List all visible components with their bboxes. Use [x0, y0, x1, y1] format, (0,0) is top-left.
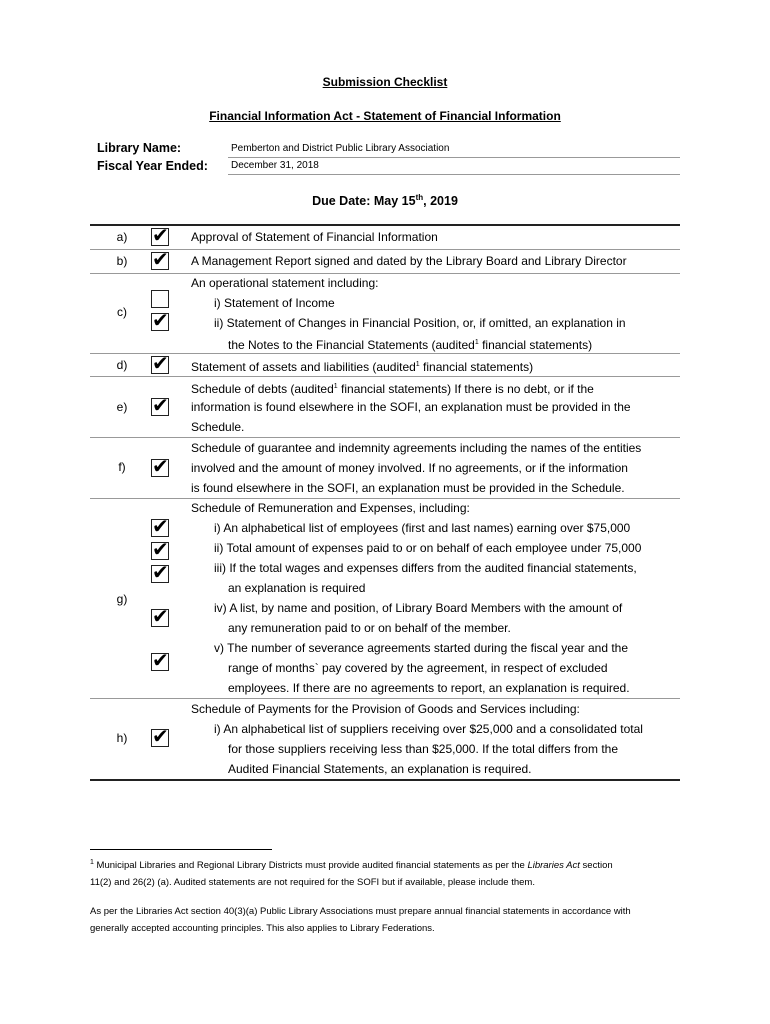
table-bottom-rule	[90, 779, 680, 781]
checkmark-icon: ✔	[152, 351, 169, 375]
checkbox-g-differs[interactable]	[151, 560, 169, 584]
checkbox-c-changes[interactable]	[151, 308, 169, 332]
row-text-part: the Notes to the Financial Statements (audited	[228, 338, 475, 352]
row-text: i) An alphabetical list of suppliers receiving over $25,000 and a consolidated total	[214, 722, 643, 736]
due-date-suffix: , 2019	[423, 194, 458, 209]
row-text: range of months` pay covered by the agreement, in respect of excluded	[228, 661, 608, 675]
page-subtitle: Financial Information Act - Statement of Financial Information	[209, 109, 561, 123]
row-letter: g)	[116, 592, 128, 606]
footnote-ref: 1	[415, 361, 420, 368]
page-title: Submission Checklist	[322, 75, 448, 89]
checkmark-icon: ✔	[152, 514, 169, 538]
checkbox-g-employees[interactable]	[151, 514, 169, 538]
checkbox-d[interactable]	[151, 351, 169, 375]
row-text: Schedule.	[191, 420, 245, 434]
row-text: A Management Report signed and dated by the Library Board and Library Director	[191, 254, 627, 268]
row-text: An operational statement including:	[191, 276, 379, 290]
checkbox-g-severance[interactable]	[151, 648, 169, 672]
row-text: Schedule of Payments for the Provision of Goods and Services including:	[191, 702, 580, 716]
row-divider	[90, 249, 680, 250]
checkmark-icon: ✔	[152, 724, 169, 748]
checkbox-a[interactable]	[151, 223, 169, 247]
row-text: for those suppliers receiving less than $25,000. If the total differs from the	[228, 742, 618, 756]
row-letter: d)	[116, 358, 128, 372]
row-text: an explanation is required	[228, 581, 366, 595]
row-text: employees. If there are no agreements to report, an explanation is required.	[228, 681, 630, 695]
checkbox-e[interactable]	[151, 393, 169, 417]
footnote-ref: 1	[333, 383, 338, 390]
checkmark-icon: ✔	[152, 247, 169, 271]
checkmark-icon: ✔	[152, 223, 169, 247]
row-text	[228, 333, 592, 355]
checkmark-icon: ✔	[152, 454, 169, 478]
footnote-text: section	[582, 860, 613, 872]
checkmark-icon: ✔	[152, 537, 169, 561]
footnote-2-line1: As per the Libraries Act section 40(3)(a) Public Library Associations must prepare annual financial statements in accordance with	[90, 906, 631, 917]
footnote-2-line2: generally accepted accounting principles. This also applies to Library Federations.	[90, 923, 435, 934]
library-name-value: Pemberton and District Public Library Association	[231, 143, 450, 154]
row-letter: a)	[116, 230, 128, 244]
row-text	[191, 377, 594, 399]
due-date-superscript: th	[415, 193, 424, 202]
row-text: Schedule of Remuneration and Expenses, including:	[191, 501, 470, 515]
row-text: iv) A list, by name and position, of Library Board Members with the amount of	[214, 601, 623, 615]
checkmark-icon: ✔	[152, 308, 169, 332]
row-text: any remuneration paid to or on behalf of the member.	[228, 621, 511, 635]
row-text-part: Schedule of debts (audited	[191, 382, 334, 396]
row-text	[191, 355, 533, 377]
row-text: i) An alphabetical list of employees (first and last names) earning over $75,000	[214, 521, 631, 535]
row-text: is found elsewhere in the SOFI, an explanation must be provided in the Schedule.	[191, 481, 625, 495]
table-top-rule	[90, 224, 680, 226]
row-text: i) Statement of Income	[214, 296, 335, 310]
row-text: Approval of Statement of Financial Information	[191, 230, 438, 244]
row-letter: c)	[117, 305, 127, 319]
row-letter: e)	[116, 400, 128, 414]
due-date-prefix: Due Date: May 15	[312, 194, 416, 209]
checkbox-g-board[interactable]	[151, 604, 169, 628]
checkbox-c-income[interactable]	[151, 290, 169, 308]
row-letter: h)	[116, 731, 128, 745]
row-text-part: financial statements)	[423, 360, 534, 374]
row-text: Audited Financial Statements, an explanation is required.	[228, 762, 532, 776]
row-text: v) The number of severance agreements started during the fiscal year and the	[214, 641, 629, 655]
row-text: Schedule of guarantee and indemnity agreements including the names of the entities	[191, 441, 642, 455]
row-text: information is found elsewhere in the SOFI, an explanation must be provided in the	[191, 400, 631, 414]
checkbox-h[interactable]	[151, 724, 169, 748]
footnote-rule	[90, 849, 272, 850]
checkbox-g-expenses[interactable]	[151, 537, 169, 561]
checkbox-b[interactable]	[151, 247, 169, 271]
row-text-part: Statement of assets and liabilities (audited	[191, 360, 416, 374]
footnote-text: Municipal Libraries and Regional Library Districts must provide audited financial statements as per the	[96, 860, 525, 872]
row-letter: b)	[116, 254, 128, 268]
footnote-marker: 1	[90, 859, 94, 866]
library-name-label: Library Name:	[97, 141, 182, 155]
fiscal-year-label: Fiscal Year Ended:	[97, 159, 208, 173]
row-divider	[90, 273, 680, 274]
checkmark-icon: ✔	[152, 648, 169, 672]
checkmark-icon: ✔	[152, 560, 169, 584]
row-text-part: financial statements)	[482, 338, 593, 352]
row-text: ii) Total amount of expenses paid to or on behalf of each employee under 75,000	[214, 541, 642, 555]
row-text: iii) If the total wages and expenses differs from the audited financial statements,	[214, 561, 637, 575]
row-text: involved and the amount of money involved. If no agreements, or if the information	[191, 461, 628, 475]
row-letter: f)	[118, 460, 126, 474]
checkbox-f[interactable]	[151, 454, 169, 478]
footnote-1-line2: 11(2) and 26(2) (a). Audited statements are not required for the SOFI but if available, please include them.	[90, 877, 535, 888]
row-text-part: financial statements) If there is no debt, or if the	[341, 382, 594, 396]
checkmark-icon: ✔	[152, 604, 169, 628]
checkmark-icon: ✔	[152, 393, 169, 417]
fiscal-year-value: December 31, 2018	[231, 160, 319, 171]
row-text: ii) Statement of Changes in Financial Position, or, if omitted, an explanation in	[214, 316, 626, 330]
footnote-ref: 1	[474, 339, 479, 346]
footnote-italic: Libraries Act	[527, 860, 580, 872]
